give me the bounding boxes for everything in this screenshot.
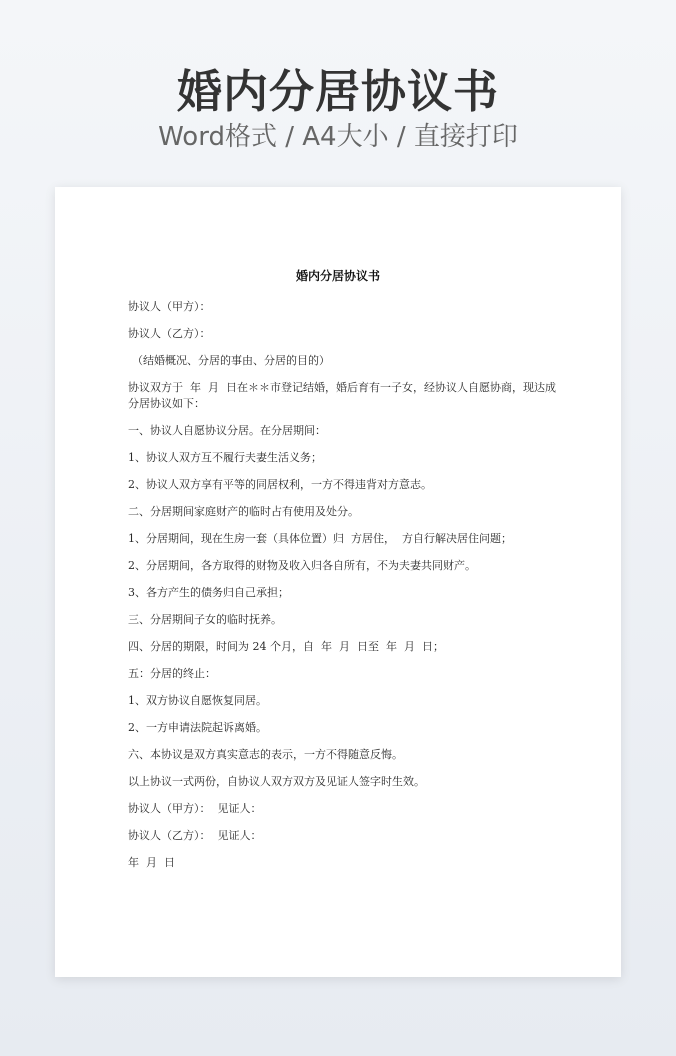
- clause-2-item-2: 2、分居期间，各方取得的财物及收入归各自所有，不为夫妻共同财产。: [128, 559, 476, 572]
- clause-2-item-3: 3、各方产生的债务归自己承担；: [128, 586, 289, 599]
- party-a-line: 协议人（甲方）：: [128, 300, 211, 313]
- banner-title: 婚内分居协议书: [176, 65, 499, 118]
- effectiveness-statement: 以上协议一式两份，自协议人双方双方及见证人签字时生效。: [128, 775, 425, 788]
- signature-party-a: 协议人（甲方）： 见证人：: [128, 802, 262, 815]
- marriage-overview-note: （结婚概况、分居的事由、分居的目的）: [132, 354, 330, 367]
- clause-1-item-1: 1、协议人双方互不履行夫妻生活义务；: [128, 451, 322, 464]
- signature-date: 年 月 日: [128, 856, 175, 869]
- document-body: [128, 299, 558, 882]
- document-page: [55, 187, 621, 977]
- clause-5-item-1: 1、双方协议自愿恢复同居。: [128, 694, 267, 707]
- signature-party-b: 协议人（乙方）： 见证人：: [128, 829, 262, 842]
- clause-2-item-1: 1、分居期间，现在生房一套（具体位置）归 方居住， 方自行解决居住问题；: [128, 532, 512, 545]
- clause-3-heading: 三、分居期间子女的临时抚养。: [128, 613, 282, 626]
- clause-5-heading: 五：分居的终止：: [128, 667, 216, 680]
- clause-6-heading: 六、本协议是双方真实意志的表示，一方不得随意反悔。: [128, 748, 403, 761]
- document-title: 婚内分居协议书: [295, 269, 380, 283]
- banner-subtitle: Word格式 / A4大小 / 直接打印: [158, 122, 518, 152]
- preamble-paragraph: 协议双方于 年 月 日在＊＊市登记结婚，婚后育有一子女，经协议人自愿协商，现达成分居协议如下：: [128, 381, 556, 410]
- party-b-line: 协议人（乙方）：: [128, 327, 211, 340]
- clause-4-heading: 四、分居的期限，时间为 24 个月，自 年 月 日至 年 月 日；: [128, 640, 444, 653]
- clause-1-heading: 一、协议人自愿协议分居。在分居期间：: [128, 424, 326, 437]
- clause-2-heading: 二、分居期间家庭财产的临时占有使用及处分。: [128, 505, 359, 518]
- clause-5-item-2: 2、一方申请法院起诉离婚。: [128, 721, 267, 734]
- clause-1-item-2: 2、协议人双方享有平等的同居权利，一方不得违背对方意志。: [128, 478, 432, 491]
